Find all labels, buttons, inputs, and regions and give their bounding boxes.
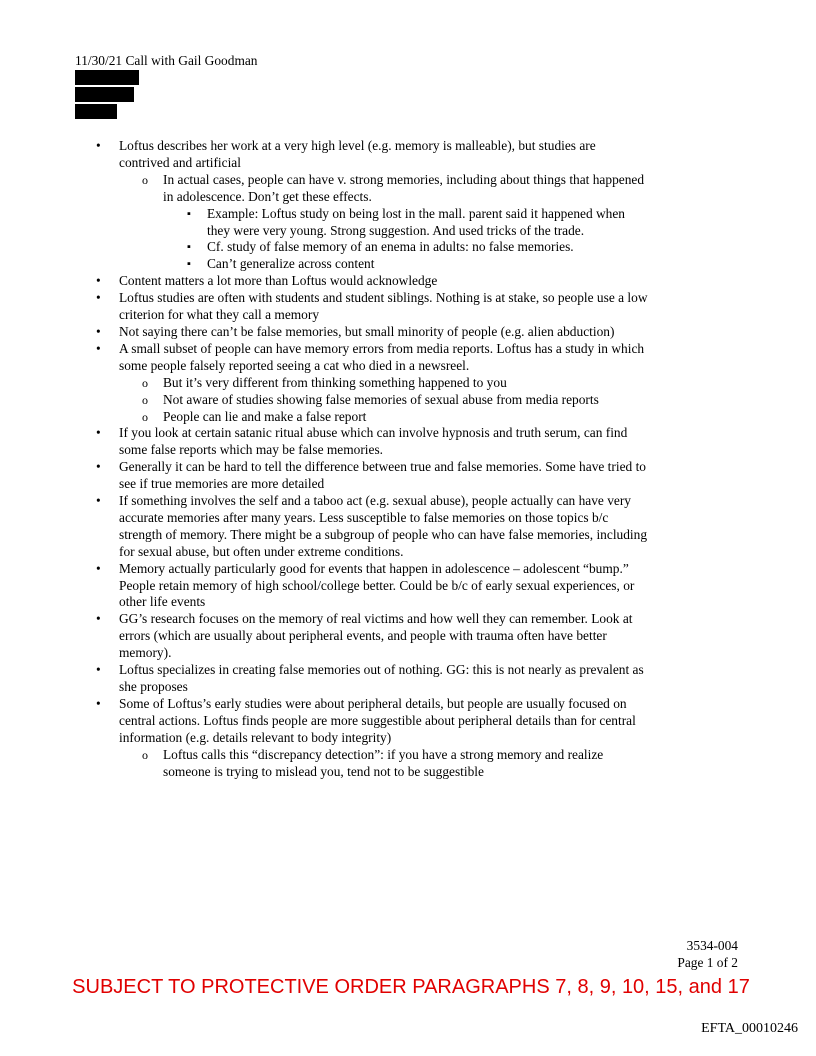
- note-text: Memory actually particularly good for events that happen in adolescence – adolescent “bump.” People retain memory of high school/college better. Could be b/c of early sexual experiences, or other life events: [119, 560, 635, 610]
- note-item: [0, 425, 649, 459]
- circle-bullet-icon: o: [142, 747, 148, 762]
- circle-bullet-icon: o: [142, 409, 148, 424]
- bullet-icon: •: [96, 662, 101, 678]
- note-text: Loftus specializes in creating false memories out of nothing. GG: this is not nearly as prevalent as she proposes: [119, 662, 644, 694]
- note-item: [0, 290, 649, 324]
- circle-bullet-icon: o: [142, 172, 148, 187]
- document-number-block: [677, 937, 738, 971]
- note-subsubitem: [0, 256, 633, 273]
- note-subitem: [0, 375, 651, 392]
- note-subtext: Not aware of studies showing false memories of sexual abuse from media reports: [163, 391, 599, 407]
- note-item: [0, 696, 649, 781]
- bullet-icon: •: [96, 340, 101, 356]
- circle-bullet-icon: o: [142, 375, 148, 390]
- note-subtext: But it’s very different from thinking something happened to you: [163, 374, 507, 390]
- bates-number: EFTA_00010246: [701, 1021, 798, 1036]
- bullet-icon: •: [96, 560, 101, 576]
- note-text: Not saying there can’t be false memories, but small minority of people (e.g. alien abduction): [119, 323, 615, 339]
- note-subtext: Loftus calls this “discrepancy detection”: if you have a strong memory and realize someone is trying to mislead you, tend not to be suggestible: [163, 746, 604, 779]
- page-number: Page 1 of 2: [677, 955, 738, 970]
- note-subtext: People can lie and make a false report: [163, 408, 367, 424]
- notes-body: [0, 138, 816, 780]
- note-item: [0, 493, 649, 561]
- note-text: Generally it can be hard to tell the difference between true and false memories. Some have tried to see if true memories are more detailed: [119, 459, 646, 492]
- note-item: [0, 138, 649, 273]
- bullet-icon: •: [96, 459, 101, 475]
- circle-bullet-icon: o: [142, 392, 148, 407]
- bullet-icon: •: [96, 138, 101, 153]
- note-text: Some of Loftus’s early studies were about peripheral details, but people are usually focused on central actions. Loftus finds people are more suggestible about peripheral details than for central information (e.g. details relevant to body integrity): [119, 695, 636, 745]
- redaction-block: [75, 87, 134, 102]
- note-text: If you look at certain satanic ritual abuse which can involve hypnosis and truth serum, can find some false reports which may be false memories.: [119, 425, 628, 458]
- note-subsubtext: Can’t generalize across content: [207, 256, 375, 272]
- note-subsubitem: [0, 239, 633, 256]
- note-item: [0, 341, 649, 426]
- note-subsubtext: Example: Loftus study on being lost in the mall. parent said it happened when they were very young. Strong suggestion. And used tricks of the trade.: [207, 205, 625, 238]
- bullet-icon: •: [96, 493, 101, 509]
- note-text: GG’s research focuses on the memory of real victims and how well they can remember. Look at errors (which are usually about peripheral events, and people with trauma often have better memory).: [119, 611, 633, 661]
- note-item: [0, 324, 649, 341]
- note-item: [0, 611, 649, 662]
- redaction-block: [75, 104, 117, 119]
- bullet-icon: •: [96, 323, 101, 339]
- square-bullet-icon: ▪: [187, 207, 191, 220]
- note-text: Loftus describes her work at a very high level (e.g. memory is malleable), but studies are contrived and artificial: [119, 138, 596, 170]
- square-bullet-icon: ▪: [187, 258, 191, 271]
- note-subitem: [0, 747, 651, 781]
- note-text: A small subset of people can have memory errors from media reports. Loftus has a study in which some people falsely reported seeing a cat who died in a newsreel.: [119, 340, 645, 373]
- bullet-icon: •: [96, 273, 101, 289]
- note-text: If something involves the self and a taboo act (e.g. sexual abuse), people actually can have very accurate memories after many years. Less susceptible to false memories on those topics b/c strength of memory. There might be a subgroup of people who can have false memories, including for sexual abuse, but often under extreme conditions.: [119, 493, 648, 559]
- document-header: 11/30/21 Call with Gail Goodman: [75, 53, 258, 68]
- note-subitem: [0, 172, 651, 273]
- bullet-icon: •: [96, 290, 101, 306]
- note-item: [0, 561, 649, 612]
- note-item: [0, 273, 649, 290]
- note-text: Content matters a lot more than Loftus would acknowledge: [119, 273, 438, 289]
- redaction-block: [75, 70, 139, 85]
- protective-order-notice: SUBJECT TO PROTECTIVE ORDER PARAGRAPHS 7, 8, 9, 10, 15, and 17: [72, 976, 750, 998]
- note-subitem: [0, 409, 651, 426]
- bullet-icon: •: [96, 425, 101, 441]
- bullet-icon: •: [96, 695, 101, 711]
- note-subsubtext: Cf. study of false memory of an enema in adults: no false memories.: [207, 239, 574, 255]
- note-subsubitem: [0, 206, 633, 240]
- note-item: [0, 459, 649, 493]
- bullet-icon: •: [96, 611, 101, 627]
- document-number: 3534-004: [686, 938, 738, 953]
- note-subitem: [0, 392, 651, 409]
- note-item: [0, 662, 649, 696]
- note-subtext: In actual cases, people can have v. strong memories, including about things that happened in adolescence. Don’t get these effects.: [163, 171, 645, 204]
- note-text: Loftus studies are often with students and student siblings. Nothing is at stake, so people use a low criterion for what they call a memory: [119, 290, 648, 323]
- square-bullet-icon: ▪: [187, 241, 191, 254]
